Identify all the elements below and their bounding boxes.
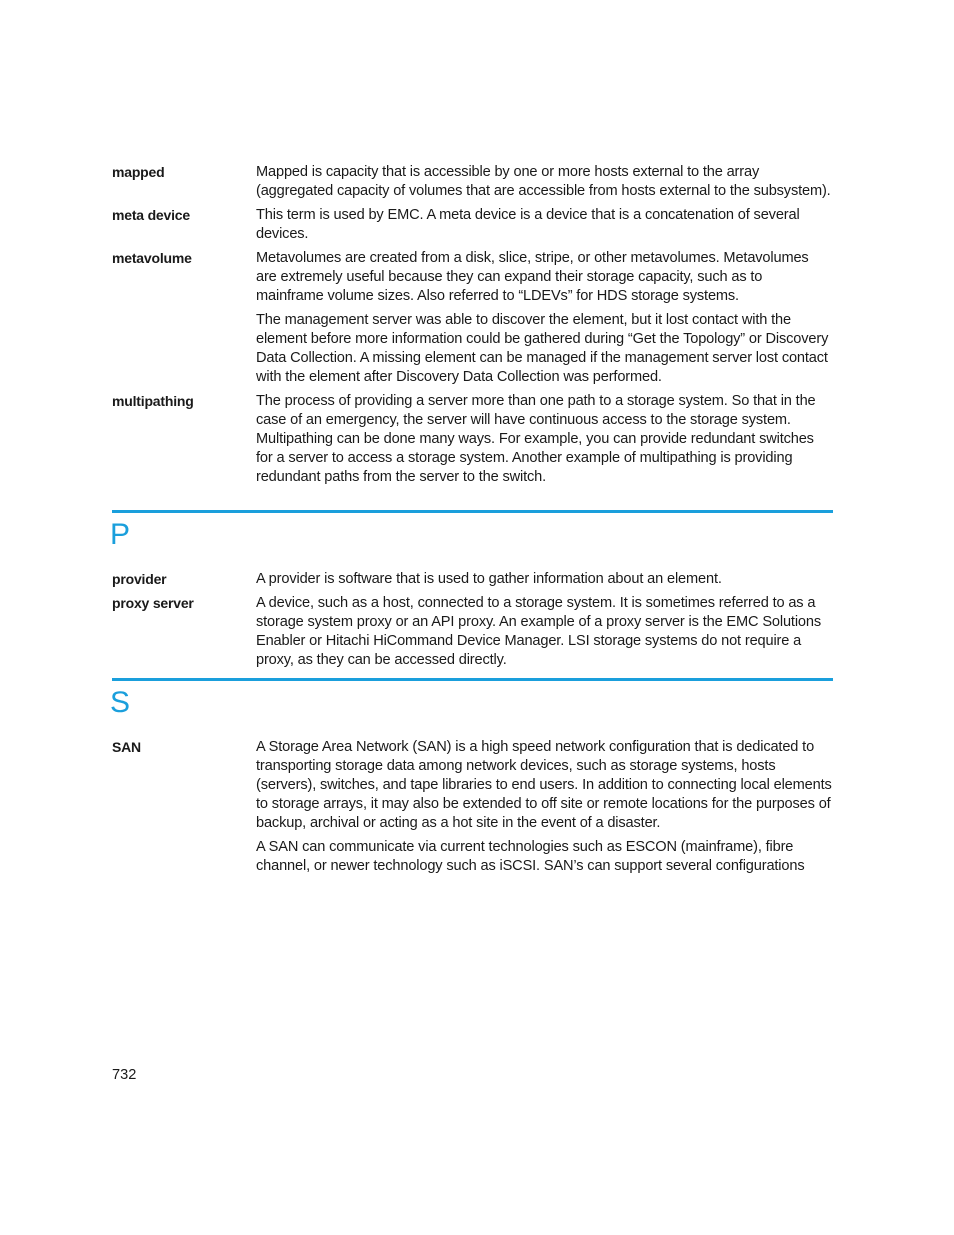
glossary-term: multipathing [112, 393, 194, 409]
glossary-term: provider [112, 571, 167, 587]
definition-paragraph: A Storage Area Network (SAN) is a high speed network configuration that is dedicated to transporting storage data among network devices, such as storage systems, hosts (servers), switches, and tape libraries to end users. In addition to connecting local elements to storage arrays, it may also be extended to off site or remote locations for the purposes of backup, archival or acting as a hot site in the event of a disaster. [256, 739, 832, 831]
glossary-section-p [112, 570, 833, 675]
definition-paragraph: The process of providing a server more than one path to a storage system. So that in the case of an emergency, the server will have continuous access to the storage system. Multipathing can be done many ways. For example, you can provide redundant switches for a server to access a storage system. Another example of multipathing is providing redundant paths from the server to the switch. [256, 393, 816, 485]
glossary-definition [256, 570, 833, 594]
section-letter-s: S [110, 686, 131, 719]
glossary-entry [112, 738, 833, 881]
glossary-definition [256, 594, 833, 675]
glossary-term: SAN [112, 739, 141, 755]
glossary-definition [256, 163, 833, 206]
definition-paragraph: This term is used by EMC. A meta device is a device that is a concatenation of several devices. [256, 207, 800, 242]
glossary-term: proxy server [112, 595, 194, 611]
definition-paragraph: Mapped is capacity that is accessible by one or more hosts external to the array (aggregated capacity of volumes that are accessible from hosts external to the subsystem). [256, 164, 831, 199]
glossary-entry [112, 163, 833, 206]
glossary-term: mapped [112, 164, 165, 180]
section-divider-rule [112, 510, 833, 513]
glossary-definition [256, 249, 833, 392]
glossary-entry [112, 570, 833, 594]
glossary-entry [112, 206, 833, 249]
glossary-definition [256, 738, 833, 881]
glossary-definition [256, 206, 833, 249]
glossary-definition [256, 392, 833, 492]
definition-paragraph: A device, such as a host, connected to a storage system. It is sometimes referred to as a storage system proxy or an API proxy. An example of a proxy server is the EMC Solutions Enabler or Hitachi HiCommand Device Manager. LSI storage systems do not require a proxy, as they can be accessed directly. [256, 595, 822, 668]
glossary-section-m [112, 163, 833, 492]
glossary-section-s [112, 738, 833, 881]
section-divider-rule [112, 678, 833, 681]
definition-paragraph: Metavolumes are created from a disk, slice, stripe, or other metavolumes. Metavolumes are extremely useful because they can expand their storage capacity, such as to mainframe volume sizes. Also referred to “LDEVs” for HDS storage systems. [256, 250, 809, 304]
glossary-entry [112, 594, 833, 675]
glossary-entry [112, 249, 833, 392]
section-letter-p: P [110, 518, 131, 551]
glossary-term: meta device [112, 207, 190, 223]
definition-paragraph: A SAN can communicate via current technologies such as ESCON (mainframe), fibre channel, or newer technology such as iSCSI. SAN’s can support several configurations [256, 839, 805, 874]
glossary-term: metavolume [112, 250, 192, 266]
definition-paragraph: A provider is software that is used to gather information about an element. [256, 571, 722, 587]
glossary-entry [112, 392, 833, 492]
definition-paragraph: The management server was able to discover the element, but it lost contact with the element before more information could be gathered during “Get the Topology” or Discovery Data Collection. A missing element can be managed if the management server lost contact with the element after Discovery Data Collection was performed. [256, 312, 829, 385]
page-number: 732 [112, 1067, 137, 1083]
